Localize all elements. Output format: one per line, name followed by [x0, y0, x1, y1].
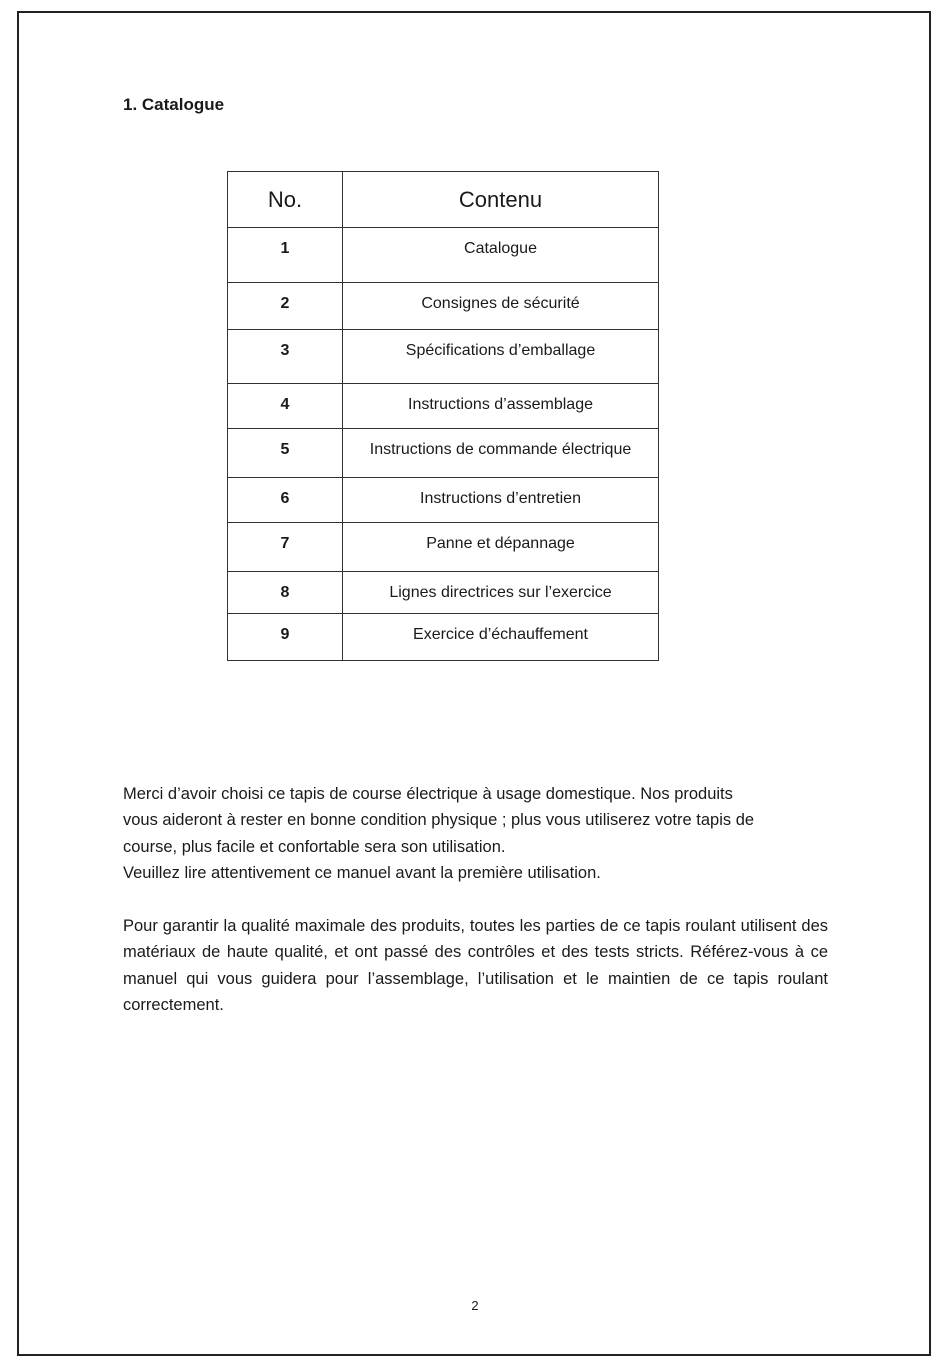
- contents-table: [227, 171, 659, 661]
- row-number: 3: [228, 330, 343, 384]
- row-number: 5: [228, 429, 343, 478]
- row-content: Instructions de commande électrique: [343, 429, 659, 478]
- table-row: [228, 283, 659, 330]
- table-row: [228, 572, 659, 614]
- table-row: [228, 228, 659, 283]
- row-content: Instructions d’assemblage: [343, 384, 659, 429]
- table-row: [228, 523, 659, 572]
- row-number: 1: [228, 228, 343, 283]
- intro-line: vous aideront à rester en bonne condition physique ; plus vous utiliserez votre tapis de: [123, 811, 755, 830]
- row-number: 6: [228, 478, 343, 523]
- row-number: 8: [228, 572, 343, 614]
- row-number: 9: [228, 614, 343, 661]
- table-row: [228, 384, 659, 429]
- row-number: 2: [228, 283, 343, 330]
- row-number: 7: [228, 523, 343, 572]
- table-row: [228, 478, 659, 523]
- table-row: [228, 614, 659, 661]
- intro-line: Merci d’avoir choisi ce tapis de course électrique à usage domestique. Nos produits: [123, 785, 733, 803]
- column-header-content: Contenu: [343, 172, 659, 228]
- intro-line: Veuillez lire attentivement ce manuel avant la première utilisation.: [123, 864, 601, 883]
- table-header-row: [228, 172, 659, 228]
- row-content: Spécifications d’emballage: [343, 330, 659, 384]
- row-content: Consignes de sécurité: [343, 283, 659, 330]
- row-content: Panne et dépannage: [343, 523, 659, 572]
- quality-paragraph: Pour garantir la qualité maximale des produits, toutes les parties de ce tapis roulant utilisent des matériaux de haute qualité, et ont passé des contrôles et des tests stricts. Référez-vous à ce manuel qui vous guidera pour l’assemblage, l’utilisation et le maintien de ce tapis roulant correctement.: [123, 917, 828, 1015]
- table-row: [228, 330, 659, 384]
- row-content: Exercice d’échauffement: [343, 614, 659, 661]
- row-content: Lignes directrices sur l’exercice: [343, 572, 659, 614]
- table-row: [228, 429, 659, 478]
- row-number: 4: [228, 384, 343, 429]
- column-header-no: No.: [228, 172, 343, 228]
- page-number: 2: [471, 1298, 479, 1313]
- intro-paragraph: [123, 781, 828, 887]
- row-content: Catalogue: [343, 228, 659, 283]
- section-heading: 1. Catalogue: [123, 95, 225, 114]
- row-content: Instructions d’entretien: [343, 478, 659, 523]
- intro-line: course, plus facile et confortable sera son utilisation.: [123, 837, 506, 856]
